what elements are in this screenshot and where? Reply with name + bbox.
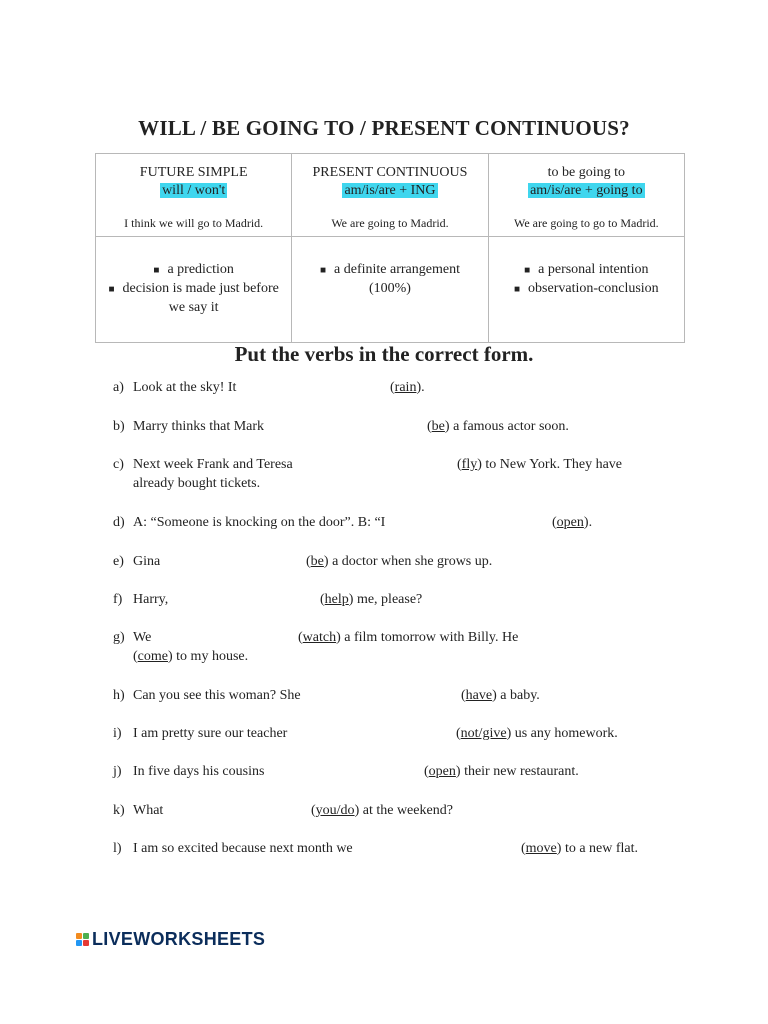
- exercise-letter: h): [113, 688, 125, 703]
- exercise-continuation: to a new flat.: [561, 841, 639, 856]
- exercise-prompt: A: “Someone is knocking on the door”. B: “I: [133, 515, 386, 530]
- exercise-letter: i): [113, 726, 122, 741]
- exercise-item: [113, 513, 593, 532]
- bullet-icon: ■: [108, 284, 115, 295]
- verb-hint: come: [137, 649, 168, 664]
- exercise-continuation: a film tomorrow with Billy. He: [340, 630, 519, 645]
- verb-hint: have: [465, 688, 493, 703]
- bullet-icon: ■: [513, 284, 521, 295]
- exercise-continuation: .: [421, 380, 425, 395]
- going-to-uses-cell: [488, 237, 684, 343]
- exercise-continuation: a famous actor soon.: [449, 419, 569, 434]
- verb-hint: you/do: [315, 803, 355, 818]
- future-simple-uses-cell: [96, 237, 292, 343]
- exercise-prompt: Next week Frank and Teresa: [133, 457, 293, 472]
- bullet-icon: ■: [320, 265, 327, 276]
- verb-hint: be: [310, 554, 324, 569]
- exercise-letter: f): [113, 592, 123, 607]
- exercise-item: [113, 378, 425, 397]
- uses-list: [489, 237, 684, 299]
- exercise-second-line: already bought tickets.: [133, 476, 261, 491]
- column-example: We are going to Madrid.: [331, 216, 449, 230]
- verb-hint: rain: [394, 380, 417, 395]
- worksheet-title: WILL / BE GOING TO / PRESENT CONTINUOUS?: [138, 116, 630, 140]
- future-simple-header-cell: [96, 154, 292, 237]
- verb-context: (rain).: [390, 380, 425, 395]
- exercise-letter: k): [113, 803, 125, 818]
- verb-context: (move) to a new flat.: [521, 841, 639, 856]
- verb-hint: help: [324, 592, 349, 607]
- exercise-item: [113, 724, 618, 743]
- verb-context: (fly) to New York. They have: [457, 457, 623, 472]
- verb-hint: open: [556, 515, 584, 530]
- column-form: am/is/are + going to: [530, 183, 643, 198]
- column-name: to be going to: [547, 165, 626, 180]
- verb-hint: open: [428, 764, 456, 779]
- exercise-instruction: Put the verbs in the correct form.: [234, 342, 534, 366]
- exercise-item: [113, 686, 540, 705]
- exercise-prompt: We: [133, 630, 152, 645]
- verb-context: (be) a famous actor soon.: [427, 419, 569, 434]
- verb-hint: be: [431, 419, 445, 434]
- exercise-continuation: to my house.: [172, 649, 249, 664]
- verb-context: (open).: [552, 515, 593, 530]
- exercise-letter: j): [113, 764, 122, 779]
- exercise-item: [113, 455, 623, 491]
- use-item: ■ decision is made just before we say it: [108, 281, 279, 315]
- exercise-letter: d): [113, 515, 125, 530]
- exercise-item: [113, 628, 519, 664]
- exercise-item: [113, 590, 423, 609]
- grammar-table: [95, 153, 685, 343]
- bullet-icon: ■: [524, 265, 531, 276]
- present-continuous-uses-cell: [292, 237, 488, 343]
- exercise-item: [113, 801, 453, 820]
- logo-mark-icon: [76, 933, 89, 946]
- exercise-prompt: Gina: [133, 554, 161, 569]
- exercise-prompt: What: [133, 803, 164, 818]
- exercise-second-line: (come) to my house.: [133, 649, 249, 664]
- exercise-prompt: Marry thinks that Mark: [133, 419, 265, 434]
- exercise-prompt: Harry,: [133, 592, 169, 607]
- verb-context: (have) a baby.: [461, 688, 540, 703]
- verb-context: (watch) a film tomorrow with Billy. He: [298, 630, 519, 645]
- exercise-continuation: me, please?: [353, 592, 423, 607]
- exercise-letter: l): [113, 841, 122, 856]
- verb-context: (help) me, please?: [320, 592, 423, 607]
- column-form: am/is/are + ING: [344, 183, 436, 198]
- going-to-header-cell: [488, 154, 684, 237]
- column-name: FUTURE SIMPLE: [139, 165, 248, 180]
- uses-list: [292, 237, 487, 298]
- use-item: ■ observation-conclusion: [513, 281, 659, 296]
- column-name: PRESENT CONTINUOUS: [312, 165, 468, 180]
- verb-hint: move: [525, 841, 557, 856]
- exercise-continuation: their new restaurant.: [460, 764, 579, 779]
- verb-context: (not/give) us any homework.: [456, 726, 618, 741]
- verb-context: (open) their new restaurant.: [424, 764, 579, 779]
- exercise-item: [113, 839, 639, 858]
- column-example: We are going to go to Madrid.: [513, 216, 659, 230]
- exercise-prompt: In five days his cousins: [133, 764, 265, 779]
- exercise-continuation: at the weekend?: [359, 803, 453, 818]
- column-form: will / won't: [162, 183, 226, 198]
- verb-hint: watch: [302, 630, 337, 645]
- column-example: I think we will go to Madrid.: [124, 216, 264, 230]
- exercise-letter: b): [113, 419, 125, 434]
- exercise-item: [113, 552, 493, 571]
- use-item: ■ a prediction: [153, 262, 234, 277]
- exercise-letter: a): [113, 380, 124, 395]
- exercise-continuation: a doctor when she grows up.: [328, 554, 493, 569]
- exercise-continuation: to New York. They have: [481, 457, 623, 472]
- verb-hint: not/give: [460, 726, 507, 741]
- exercise-prompt: I am so excited because next month we: [133, 841, 353, 856]
- liveworksheets-logo: [76, 928, 265, 950]
- verb-context: (you/do) at the weekend?: [311, 803, 453, 818]
- use-item: ■ a definite arrangement (100%): [320, 262, 460, 296]
- verb-hint: fly: [461, 457, 478, 472]
- exercise-prompt: I am pretty sure our teacher: [133, 726, 288, 741]
- verb-context: (be) a doctor when she grows up.: [306, 554, 493, 569]
- exercise-continuation: us any homework.: [511, 726, 618, 741]
- exercise-continuation: .: [588, 515, 593, 530]
- logo-text: LIVEWORKSHEETS: [92, 928, 266, 949]
- present-continuous-header-cell: [292, 154, 488, 237]
- exercise-letter: g): [113, 630, 125, 645]
- bullet-icon: ■: [153, 265, 160, 276]
- exercise-letter: c): [113, 457, 124, 472]
- use-item: ■ a personal intention: [524, 262, 649, 277]
- exercise-item: [113, 762, 579, 781]
- exercise-letter: e): [113, 554, 124, 569]
- exercise-continuation: a baby.: [496, 688, 540, 703]
- exercise-prompt: Can you see this woman? She: [133, 688, 301, 703]
- exercise-item: [113, 417, 569, 436]
- uses-list: [96, 237, 291, 317]
- exercise-prompt: Look at the sky! It: [133, 380, 237, 395]
